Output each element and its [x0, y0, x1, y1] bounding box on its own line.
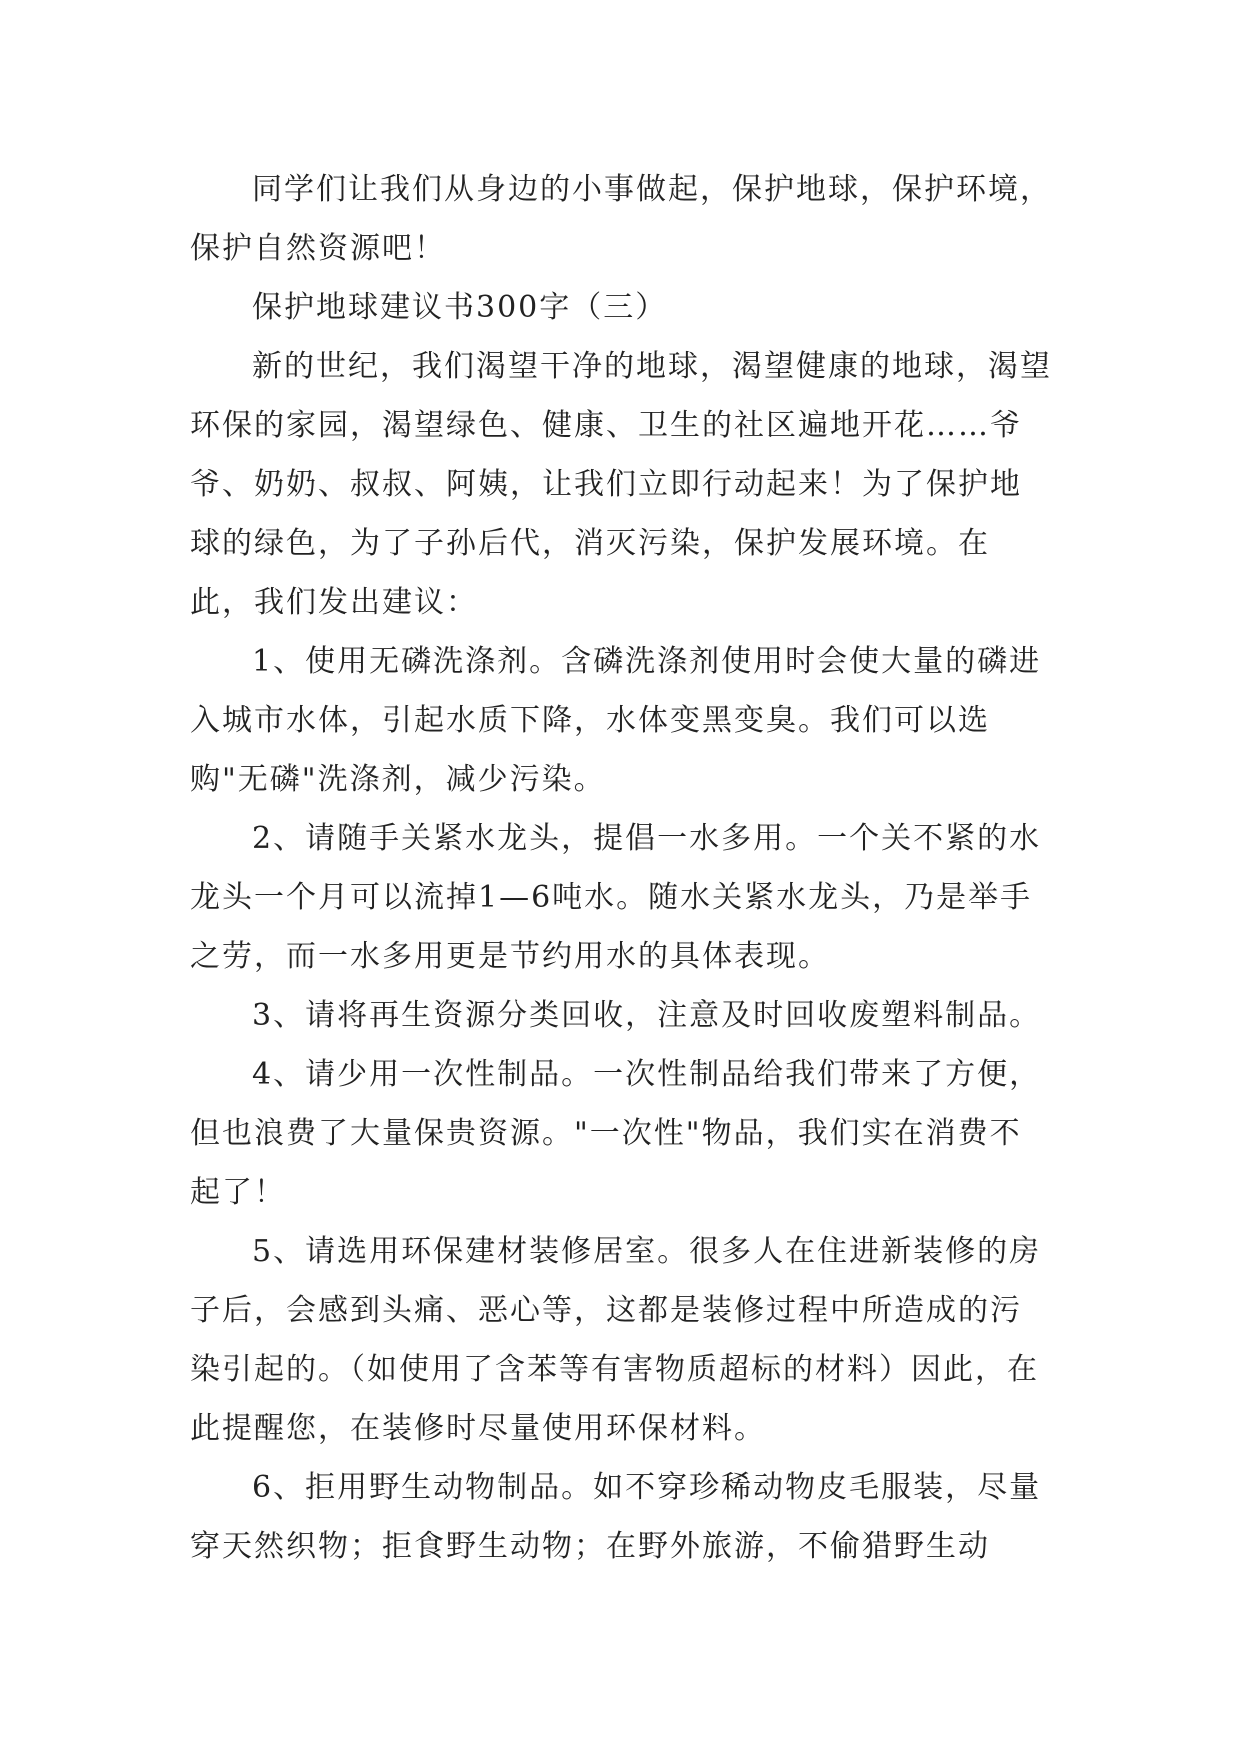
document-body [190, 160, 1052, 1576]
suggestion-5: 5、请选用环保建材装修居室。很多人在住进新装修的房子后，会感到头痛、恶心等，这都是装修过程中所造成的污染引起的。（如使用了含苯等有害物质超标的材料）因此，在此提醒您，在装修时尽量使用环保材料。 [190, 1234, 1042, 1446]
suggestion-1: 1、使用无磷洗涤剂。含磷洗涤剂使用时会使大量的磷进入城市水体，引起水质下降，水体变黑变臭。我们可以选购"无磷"洗涤剂，减少污染。 [190, 644, 1042, 797]
section-heading: 保护地球建议书300字（三） [252, 290, 668, 325]
suggestion-3: 3、请将再生资源分类回收，注意及时回收废塑料制品。 [252, 998, 1042, 1033]
suggestion-4: 4、请少用一次性制品。一次性制品给我们带来了方便，但也浪费了大量保贵资源。"一次性"物品，我们实在消费不起了！ [190, 1057, 1042, 1210]
paragraph-intro: 新的世纪，我们渴望干净的地球，渴望健康的地球，渴望环保的家园，渴望绿色、健康、卫生的社区遍地开花……爷爷、奶奶、叔叔、阿姨，让我们立即行动起来！为了保护地球的绿色，为了子孙后代，消灭污染，保护发展环境。在此，我们发出建议： [190, 349, 1052, 620]
suggestion-2: 2、请随手关紧水龙头，提倡一水多用。一个关不紧的水龙头一个月可以流掉1—6吨水。随水关紧水龙头，乃是举手之劳，而一水多用更是节约用水的具体表现。 [190, 821, 1042, 974]
paragraph-closing: 同学们让我们从身边的小事做起，保护地球，保护环境，保护自然资源吧！ [190, 172, 1052, 266]
suggestion-6: 6、拒用野生动物制品。如不穿珍稀动物皮毛服装，尽量穿天然织物；拒食野生动物；在野外旅游，不偷猎野生动 [190, 1470, 1042, 1564]
